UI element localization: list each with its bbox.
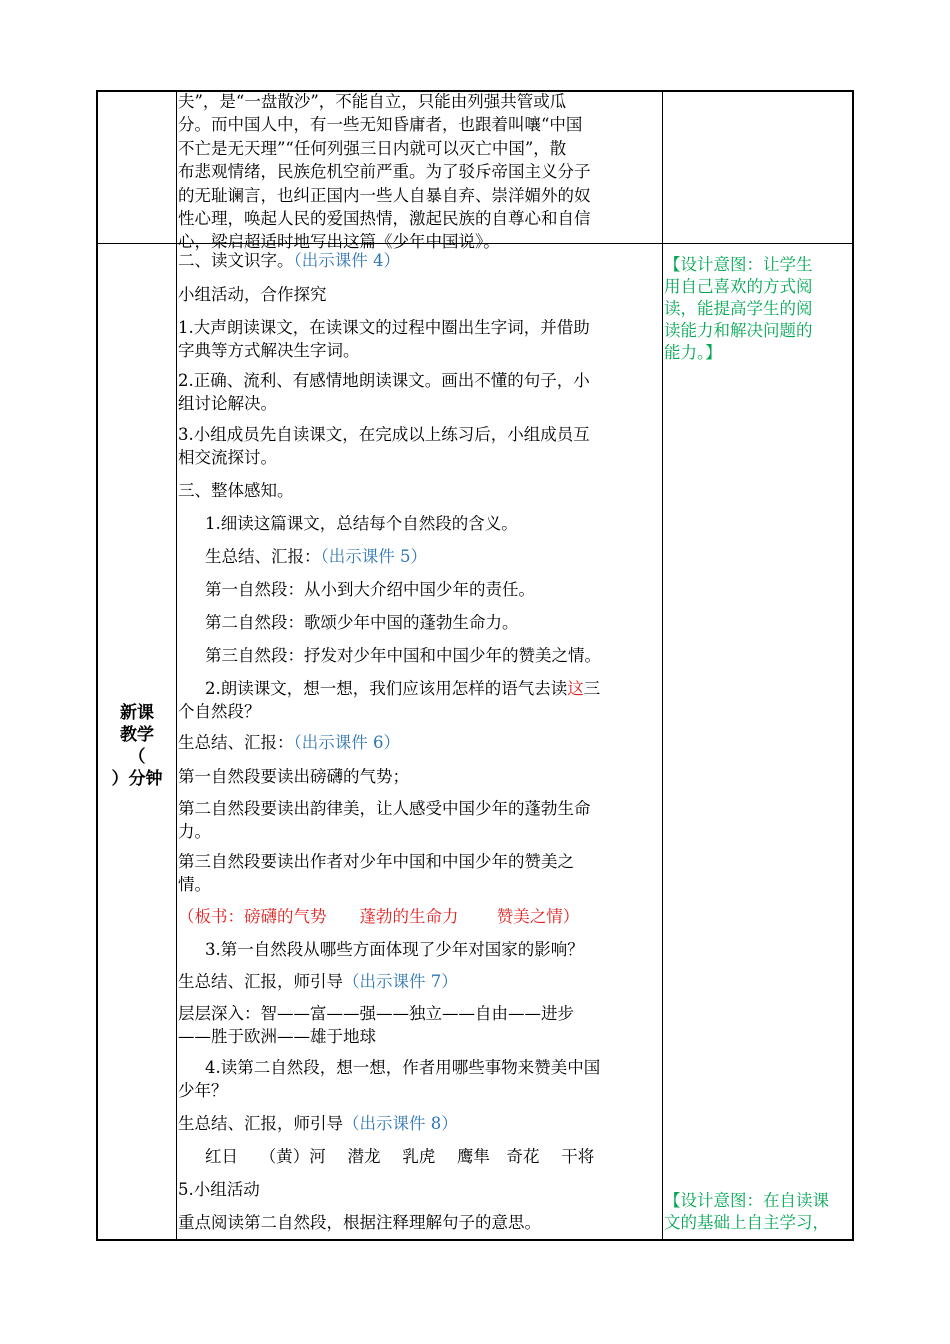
tone-3-line: 情。	[178, 875, 211, 894]
report-4	[178, 1112, 458, 1135]
item-3-line: 相交流探讨。	[178, 448, 277, 467]
tone-2-line: 力。	[178, 822, 211, 841]
report-3	[178, 970, 458, 993]
column-divider-1	[176, 92, 177, 1239]
paragraph-summary-2: 第二自然段：歌颂少年中国的蓬勃生命力。	[205, 613, 519, 632]
report-1-text: 生总结、汇报：	[205, 547, 321, 566]
task-3: 3.第一自然段从哪些方面体现了少年对国家的影响？	[205, 940, 584, 959]
report-2	[178, 731, 400, 754]
design-note-1	[664, 254, 850, 364]
section-label	[98, 702, 176, 790]
report-3-text: 生总结、汇报，师引导	[178, 972, 343, 991]
section-2-title: 二、读文识字。	[178, 251, 294, 270]
design-note-line: 文的基础上自主学习，	[664, 1213, 829, 1232]
group-activity: 小组活动，合作探究	[178, 285, 327, 304]
design-note-line: 【设计意图：让学生	[664, 255, 813, 274]
design-note-line: 用自己喜欢的方式阅	[664, 277, 813, 296]
design-note-line: 读能力和解决问题的	[664, 321, 813, 340]
intro-line: 夫”，是“一盘散沙”，不能自立，只能由列强共管或瓜	[178, 92, 567, 111]
intro-line: 的无耻谰言，也纠正国内一些人自暴自弃、崇洋媚外的奴	[178, 185, 591, 205]
tone-1: 第一自然段要读出磅礴的气势；	[178, 767, 409, 786]
task-4-line: 4.读第二自然段，想一想，作者用哪些事物来赞美中国	[205, 1058, 601, 1077]
tone-3-line: 第三自然段要读出作者对少年中国和中国少年的赞美之	[178, 852, 574, 871]
layers-line: ——胜于欧洲——雄于地球	[178, 1027, 376, 1046]
report-4-text: 生总结、汇报，师引导	[178, 1114, 343, 1133]
report-2-text: 生总结、汇报：	[178, 733, 294, 752]
focus-reading: 重点阅读第二自然段，根据注释理解句子的意思。	[178, 1213, 541, 1232]
task-2-line	[205, 677, 600, 700]
paragraph-summary-3: 第三自然段：抒发对少年中国和中国少年的赞美之情。	[205, 646, 601, 665]
courseware-ref: （出示课件 8）	[343, 1114, 458, 1133]
report-1	[205, 545, 427, 568]
item-3-line: 3.小组成员先自读课文，在完成以上练习后，小组成员互	[178, 425, 590, 444]
section-3-title: 三、整体感知。	[178, 481, 294, 500]
tone-2-line: 第二自然段要读出韵律美，让人感受中国少年的蓬勃生命	[178, 799, 591, 818]
courseware-ref: （出示课件 7）	[343, 972, 458, 991]
section-label-line: 新课	[120, 703, 154, 723]
intro-line: 分。而中国人中，有一些无知昏庸者，也跟着叫嚷“中国	[178, 115, 583, 135]
design-note-2	[664, 1190, 850, 1234]
section-label-line: 教学	[120, 725, 154, 745]
column-divider-2	[662, 92, 663, 1239]
intro-line: 布悲观情绪，民族危机空前严重。为了驳斥帝国主义分子	[178, 162, 591, 182]
layers-line: 层层深入：智——富——强——独立——自由——进步	[178, 1004, 574, 1023]
task-2-text: 2.朗读课文，想一想，我们应该用怎样的语气去读	[205, 679, 568, 698]
intro-paragraph	[178, 90, 660, 254]
intro-line: 性心理，唤起人民的爱国热情，激起民族的自尊心和自信	[178, 209, 591, 229]
design-note-line: 读，能提高学生的阅	[664, 299, 813, 318]
board-writing: （板书：磅礴的气势 蓬勃的生命力 赞美之情）	[178, 907, 580, 926]
intro-line: 不亡是无天理”“任何列强三日内就可以灭亡中国”，散	[178, 138, 567, 158]
design-note-line: 能力。】	[664, 343, 722, 362]
item-2-line: 2.正确、流利、有感情地朗读课文。画出不懂的句子，小	[178, 371, 590, 390]
task-5: 5.小组活动	[178, 1180, 260, 1199]
courseware-ref: （出示课件 5）	[320, 547, 427, 566]
item-2-line: 组讨论解决。	[178, 394, 277, 413]
task-2-highlight: 这	[567, 679, 584, 698]
task-1: 1.细读这篇课文，总结每个自然段的含义。	[205, 514, 518, 533]
section-label-line: ）分钟	[111, 769, 163, 789]
task-2-line: 个自然段？	[178, 702, 261, 721]
design-note-line: 【设计意图：在自读课	[664, 1191, 829, 1210]
task-4-line: 少年？	[178, 1081, 228, 1100]
paragraph-summary-1: 第一自然段：从小到大介绍中国少年的责任。	[205, 580, 535, 599]
intro-line: 心，梁启超适时地写出这篇《少年中国说》。	[178, 232, 500, 252]
task-2-text: 三	[583, 679, 601, 698]
courseware-ref: （出示课件 4）	[293, 251, 400, 270]
section-label-line: （	[128, 747, 146, 767]
praised-things: 红日 （黄）河 潜龙 乳虎 鹰隼 奇花 干将	[205, 1147, 595, 1166]
item-1-line: 字典等方式解决生字词。	[178, 341, 360, 360]
item-1-line: 1.大声朗读课文，在读课文的过程中圈出生字词，并借助	[178, 318, 590, 337]
section-2-heading	[178, 249, 400, 272]
courseware-ref: （出示课件 6）	[293, 733, 400, 752]
